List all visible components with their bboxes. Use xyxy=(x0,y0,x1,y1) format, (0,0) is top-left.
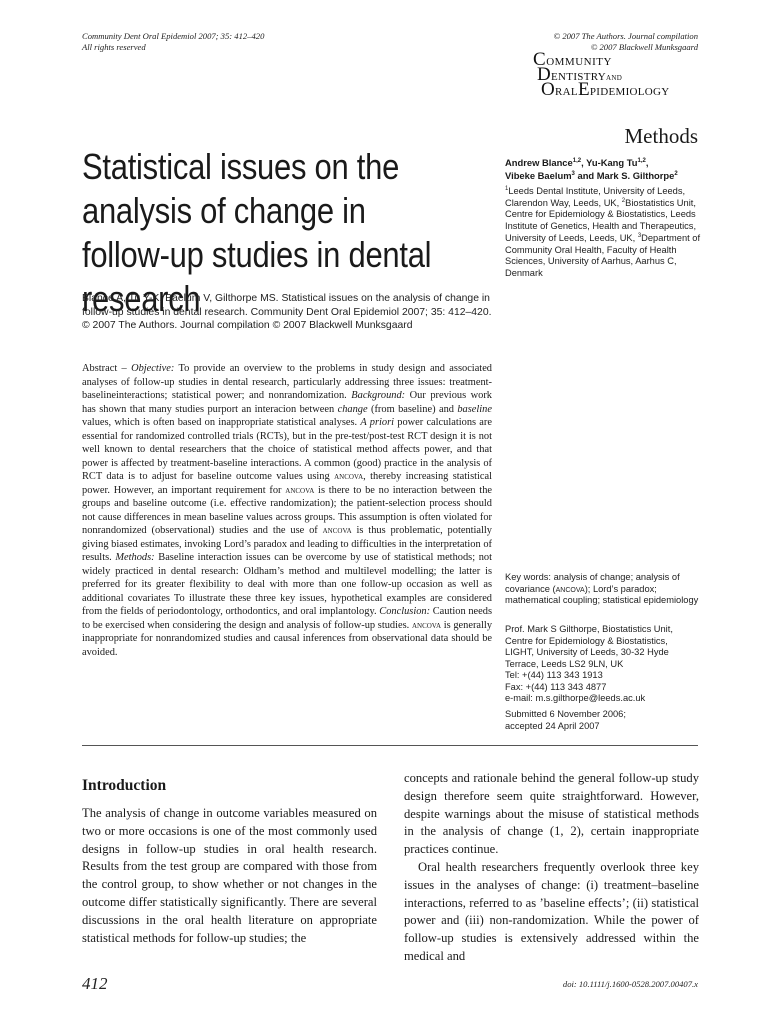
intro-paragraph-3: Oral health researchers frequently overlook three key issues in the analyses of change: (i) treatment–baseline interactions, referred to as ’baseline effects’; (ii) statistical power and (iii) non-randomization. While the power of follow-up studies is extensively addressed within the medical and xyxy=(404,859,699,963)
journal-citation-line: Community Dent Oral Epidemiol 2007; 35: 412–420 xyxy=(82,31,265,41)
introduction-heading: Introduction xyxy=(82,777,167,794)
intro-paragraph-2: concepts and rationale behind the general follow-up study design therefore seem quite straightforward. However, despite warnings about the misuse of statistical methods in the analysis of change (1, 2), certain inappropriate practices continue. xyxy=(404,771,699,857)
journal-logo: COMMUNITY DENTISTRYAND ORALEPIDEMIOLOGY xyxy=(533,49,670,100)
copyright-line-1: © 2007 The Authors. Journal compilation xyxy=(553,31,698,41)
correspondence-email: e-mail: m.s.gilthorpe@leeds.ac.uk xyxy=(505,693,646,703)
keywords: Key words: analysis of change; analysis of covariance (ancova); Lord’s paradox; mathematical coupling; statistical epidemiology xyxy=(505,572,699,605)
correspondence-address: Prof. Mark S Gilthorpe, Biostatistics Unit, Centre for Epidemiology & Biostatistics, LIGHT, University of Leeds, 30-32 Hyde Terrace, Leeds LS2 9LN, UK Tel: +(44) 113 343 1913 Fax: +(44) 113 343 4877 e-mail: m.s.gilthorpe@leeds.ac.uk xyxy=(505,624,705,705)
submission-dates: Submitted 6 November 2006; accepted 24 April 2007 xyxy=(505,709,626,731)
methods-label: Methods: xyxy=(115,552,155,563)
running-header-right xyxy=(480,31,698,53)
rights-line: All rights reserved xyxy=(82,42,146,52)
section-divider xyxy=(82,745,698,746)
article-title: Statistical issues on the analysis of change in follow-up studies in dental research xyxy=(82,146,432,319)
running-header-left xyxy=(82,31,342,53)
intro-paragraph-1: The analysis of change in outcome variables measured on two or more occasions is one of the most commonly used designs in follow-up studies in oral health research. Results from the test group are compared with those from the control group, to show whether or not changes in the outcome differ statistically significantly. There are several discussions in the oral health literature on appropriate statistical methods for follow-up studies; the xyxy=(82,806,377,945)
objective-label: Objective: xyxy=(131,363,175,374)
article-section-label: Methods xyxy=(624,124,698,148)
background-label: Background: xyxy=(351,390,406,401)
author-list: Andrew Blance$^{1,2}$, Yu-Kang Tu$^{1,2}$, Vibeke Baelum$^3$ and Mark S. Gilthorpe$^2$ xyxy=(505,157,678,181)
copyright-line-2: © 2007 Blackwell Munksgaard xyxy=(590,42,698,52)
conclusion-label: Conclusion: xyxy=(379,606,431,617)
page-number: 412 xyxy=(82,974,108,993)
doi: doi: 10.1111/j.1600-0528.2007.00407.x xyxy=(562,979,698,989)
abstract: Abstract – Objective: To provide an overview to the problems in study design and associated analyses of follow-up studies in dental research, particularly addressing three issues: treatment-baselineinteractions; statistical power; and nonrandomization. Background: Our previous work has shown that many studies purport an interacion between change (from baseline) and baseline values, which is often based on inappropriate statistical analyses. A priori power calculations are essential for randomized controlled trials (RCTs), but in the pre-test/post-test RCT design it is not well known to dental researchers that the choice of statistical method affects power, and that power is affected by treatment-baseline interactions. A common (good) practice in the analysis of RCT data is to adjust for baseline outcome values using ancova, thereby increasing statistical power. However, an important requirement for ancova is there to be no interaction between the groups and baseline outcome (i.e. effective randomization); the patient-selection process should not cause differences in mean baseline values across groups. This assumption is often violated for nonrandomized (observational) studies and the use of ancova is thus problematic, potentially giving biased estimates, invoking Lord’s paradox and leading to difficulties in the interpretation of results. Methods: Baseline interaction issues can be overcome by use of statistical methods; not widely practiced in dental research: Oldham’s method and multilevel modelling; the latter is preferred for its greater flexibility to deal with more than one follow-up occasion as well as additional covariates To illustrate these three key issues, hypothetical examples are considered from the fields of periodontology, orthodontics, and oral implantology. Conclusion: Caution needs to be exercised when considering the design and analysis of follow-up studies. ancova is generally inappropriate for nonrandomized studies and causal inferences from observational data should be avoided. xyxy=(82,363,493,658)
affiliations: $^1$Leeds Dental Institute, University of Leeds, Clarendon Way, Leeds, UK, $^2$Biostatistics Unit, Centre for Epidemiology & Biostatistics, Leeds Institute of Genetics, Health and Therapeutics, University of Leeds, Leeds, UK, $^3$Department of Community Oral Health, Faculty of Health Sciences, University of Aarhus, Aarhus C, Denmark xyxy=(505,185,701,278)
intro-left-column xyxy=(82,805,377,947)
intro-right-column xyxy=(404,770,699,966)
citation-block: Blance A, Tu Y-K, Baelum V, Gilthorpe MS. Statistical issues on the analysis of change in follow-up studies in dental research. Community Dent Oral Epidemiol 2007; 35: 412–420. © 2007 The Authors. Journal compilation © 2007 Blackwell Munksgaard xyxy=(82,293,492,331)
